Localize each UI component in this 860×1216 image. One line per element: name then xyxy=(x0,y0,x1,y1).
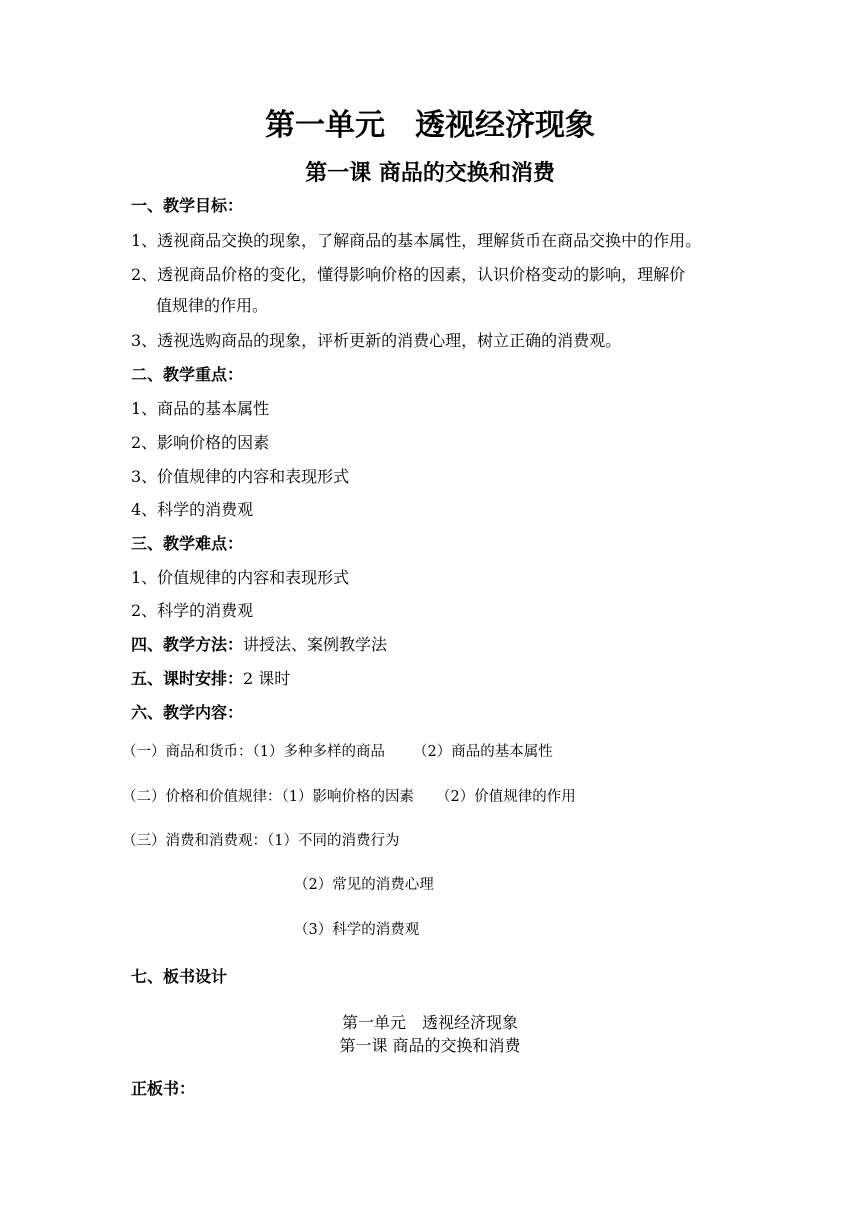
objective-item: 2、透视商品价格的变化，懂得影响价格的因素，认识价格变动的影响，理解价 xyxy=(131,265,686,284)
content-row-item: （1）影响价格的因素 xyxy=(281,789,414,805)
methods-line xyxy=(131,633,387,657)
content-row-item: （3）科学的消费观 xyxy=(294,922,420,938)
objective-item: 3、透视选购商品的现象，评析更新的消费心理，树立正确的消费观。 xyxy=(131,331,622,350)
objective-item-continued: 值规律的作用。 xyxy=(156,296,269,315)
content-heading: 六、教学内容： xyxy=(131,703,244,722)
content-row xyxy=(122,786,576,808)
unit-title: 第一单元 透视经济现象 xyxy=(265,108,595,143)
content-row-item: （1）多种多样的商品 xyxy=(252,744,385,760)
difficulties-heading: 三、教学难点： xyxy=(131,534,244,553)
content-row-item: （2）商品的基本属性 xyxy=(412,744,553,760)
content-row-item: （2）价值规律的作用 xyxy=(435,789,576,805)
content-row-label: （一）商品和货币： xyxy=(122,744,253,760)
schedule-line xyxy=(131,667,290,691)
content-row xyxy=(122,741,553,763)
difficulty-item: 1、价值规律的内容和表现形式 xyxy=(131,568,350,587)
board-heading: 七、板书设计 xyxy=(131,967,228,986)
objectives-heading: 一、教学目标： xyxy=(131,196,244,215)
board-main-label: 正板书： xyxy=(131,1079,196,1098)
board-line-2: 第一课 商品的交换和消费 xyxy=(339,1036,521,1055)
content-row-label: （三）消费和消费观： xyxy=(122,833,267,849)
board-line-1: 第一单元 透视经济现象 xyxy=(341,1013,518,1032)
lesson-title: 第一课 商品的交换和消费 xyxy=(305,160,555,186)
schedule-value: 2 课时 xyxy=(243,669,291,688)
schedule-heading: 五、课时安排： xyxy=(131,669,244,688)
content-row-item: （1）不同的消费行为 xyxy=(267,833,400,849)
key-point-item: 1、商品的基本属性 xyxy=(131,399,270,418)
content-row-label: （二）价格和价值规律： xyxy=(122,789,282,805)
content-row xyxy=(122,830,399,852)
key-point-item: 4、科学的消费观 xyxy=(131,500,254,519)
key-points-heading: 二、教学重点： xyxy=(131,365,244,384)
methods-value: 讲授法、案例教学法 xyxy=(243,635,388,654)
content-row-item: （2）常见的消费心理 xyxy=(294,877,434,893)
key-point-item: 3、价值规律的内容和表现形式 xyxy=(131,467,350,486)
methods-heading: 四、教学方法： xyxy=(131,635,244,654)
objective-item: 1、透视商品交换的现象，了解商品的基本属性，理解货币在商品交换中的作用。 xyxy=(131,231,702,250)
difficulty-item: 2、科学的消费观 xyxy=(131,601,254,620)
key-point-item: 2、影响价格的因素 xyxy=(131,433,270,452)
